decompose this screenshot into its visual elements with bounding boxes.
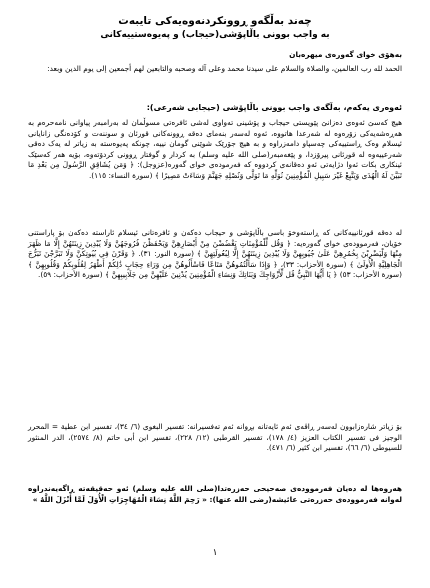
page-number: ١ (212, 548, 218, 558)
section2-references: بۆ زیاتر شارەزابوون لەسەر ڕاڤەی ئەم ئایەتانە بڕوانە ئەم تەفسیرانە: تفسیر البغوی (٦/ ٣٤)، تفسیر ابن عطیة = المحرر الوجیز فی تفسیر الکتاب العزیز (٤/ ١٧٨)، تفسیر القرطبی (١٢/ ٢٢٨)، تفسیر ابن أبی حاتم (٨/ ٢٥٧٤)، الدر المنثور للسیوطی (٦/ ٦٦)، تفسیر ابن کثیر (٦/ ٤٧١). (28, 422, 402, 453)
opening-paragraph: الحمد لله رب العالمین، والصلاة والسلام علی سیدنا محمد وعلی آله وصحبه والتابعین لهم أجمعین إلی یوم الدین وبعد: (47, 64, 402, 73)
document-title: چەند بەڵگەو ڕوونکردنەوەیەکی تایبەت (118, 15, 312, 27)
title-block (20, 14, 410, 42)
section3-body: هەروەها لە دەیان فەرموودەی صەحیحی حەزرەتدا(صلی الله علیه وسلم) ئەو حەقیقەتە ڕاگەیەندراوە لەوانە فەرموودەی حەزرەتی عائیشە(رضی الله عنها): « رَحِمَ اللَّهُ نِسَاءَ الْمُهَاجِرَاتِ الْأُوَلَ لَمَّا أَنْزَلَ اللَّهُ » (28, 484, 402, 504)
author-line: بەهۆی خوای گەورەی میهرەبان (289, 50, 402, 59)
document-subtitle: بە واجب بوونی باڵاپۆشی(حیجاب) و پەیوەستییەکانی (100, 30, 330, 40)
section1-body: هیچ کەسێ ئەوەی دەزانێ پێویستی حیجاب و پۆشینی تەواوی لەشی ئافرەتی مسوڵمان لە بەرامبەر پیاوانی نامەحرەم بە هەڕەشەیەکی زۆرەوە لە شەرعدا هاتووە، ئەوە لەسەر بنەمای دەقە ڕوونەکانی قورئان و سوننەت و کۆدەنگی زانایانی ئیسلام وەک ڕاستییەکی چەسپاو دامەزراوە و بە هیچ جۆرێک شوێنی گومان نییە، چونکە پەیوەستە بە زیاتر لە یەک دەقی شەرعییەوە لە قورئانی پیرۆزدا، و پێغەمبەر(صلی الله علیه وسلم) بە کردار و گوفتار ڕوونی کردۆتەوە، بۆیە هەر کەسێک ئینکاری بکات ئەوا دژایەتی ئەو دەقانەی کردووە کە فەرمودەی خوای گەورە(عزوجل): ﴿ وَمَن يُشَاقِقِ الرَّسُولَ مِن بَعْدِ مَا تَبَيَّنَ لَهُ الْهُدَى وَيَتَّبِعْ غَيْرَ سَبِيلِ الْمُؤْمِنِينَ نُوَلِّهِ مَا تَوَلَّى وَنُصْلِهِ جَهَنَّمَ وَسَاءَتْ مَصِيرًا ﴾ (سورة النساء: ١١٥). (28, 118, 402, 180)
section1-heading: ئەوەری یەکەم، بەڵگەی واجب بوونی باڵاپۆشی (حیجابی شەرعی): (146, 103, 402, 112)
section2-body: لە دەقە قورئانییەکانی کە ڕاستەوخۆ باسی باڵاپۆشی و حیجاب دەکەن و ئافرەتانی ئیسلام ئاراستە دەکەن بۆ پاراستنی خۆیان، فەرموودەی خوای گەورەیە: ﴿ وَقُل لِّلْمُؤْمِنَاتِ يَغْضُضْنَ مِنْ أَبْصَارِهِنَّ وَيَحْفَظْنَ فُرُوجَهُنَّ وَلَا يُبْدِينَ زِينَتَهُنَّ إِلَّا مَا ظَهَرَ مِنْهَا وَلْيَضْرِبْنَ بِخُمُرِهِنَّ عَلَىٰ جُيُوبِهِنَّ وَلَا يُبْدِينَ زِينَتَهُنَّ إِلَّا لِبُعُولَتِهِنَّ ﴾ (سورة النور: ٣١). ﴿ وَقَرْنَ فِي بُيُوتِكُنَّ وَلَا تَبَرَّجْنَ تَبَرُّجَ الْجَاهِلِيَّةِ الْأُولَىٰ ﴾ (سورة الأحزاب: ٣٣)، ﴿ وَإِذَا سَأَلْتُمُوهُنَّ مَتَاعًا فَاسْأَلُوهُنَّ مِن وَرَاءِ حِجَابٍ ذَٰلِكُمْ أَطْهَرُ لِقُلُوبِكُمْ وَقُلُوبِهِنَّ ﴾ (سورة الأحزاب: ٥٣) ﴿ يَا أَيُّهَا النَّبِيُّ قُل لِّأَزْوَاجِكَ وَبَنَاتِكَ وَنِسَاءِ الْمُؤْمِنِينَ يُدْنِينَ عَلَيْهِنَّ مِن جَلَابِيبِهِنَّ ﴾ (سورة الأحزاب: ٥٩). (28, 228, 402, 280)
